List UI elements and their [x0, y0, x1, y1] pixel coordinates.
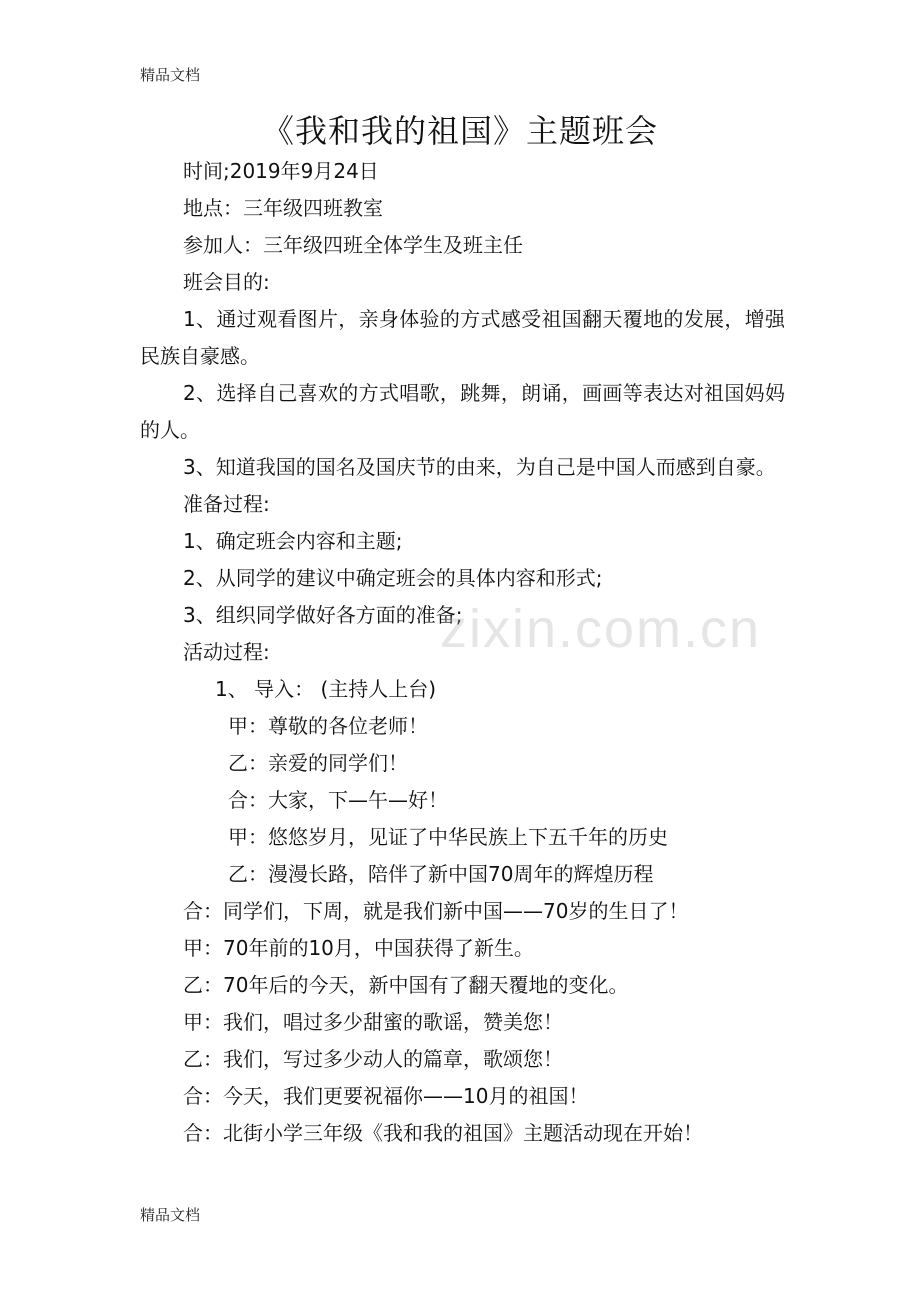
dialogue-line-4: 甲：悠悠岁月，见证了中华民族上下五千年的历史 — [228, 825, 668, 849]
dialogue-line-7: 甲：70年前的10月，中国获得了新生。 — [183, 936, 534, 960]
prep-item-3: 3、组织同学做好各方面的准备; — [183, 603, 463, 627]
activity-subheading: 1、 导入： (主持人上台) — [215, 677, 437, 701]
dialogue-line-5: 乙：漫漫长路，陪伴了新中国70周年的辉煌历程 — [228, 862, 654, 886]
header-mark: 精品文档 — [140, 66, 201, 84]
dialogue-line-12: 合：北街小学三年级《我和我的祖国》主题活动现在开始！ — [183, 1121, 703, 1145]
goal-item-2: 2、选择自己喜欢的方式唱歌，跳舞，朗诵，画画等表达对祖国妈妈的人。 — [140, 381, 785, 442]
dialogue-line-8: 乙：70年后的今天，新中国有了翻天覆地的变化。 — [183, 973, 629, 997]
participants-line: 参加人：三年级四班全体学生及班主任 — [183, 233, 523, 257]
activity-heading: 活动过程: — [183, 640, 270, 664]
time-line: 时间;2019年9月24日 — [183, 159, 379, 183]
dialogue-line-6: 合：同学们，下周，就是我们新中国——70岁的生日了！ — [183, 899, 689, 923]
watermark: zixin.com.cn — [440, 599, 762, 659]
place-line: 地点：三年级四班教室 — [183, 196, 383, 220]
dialogue-line-9: 甲：我们，唱过多少甜蜜的歌谣，赞美您！ — [183, 1010, 563, 1034]
footer-mark: 精品文档 — [140, 1206, 201, 1224]
goal-heading: 班会目的: — [183, 270, 270, 294]
prep-item-1: 1、确定班会内容和主题; — [183, 529, 403, 553]
dialogue-line-11: 合：今天，我们更要祝福你——10月的祖国！ — [183, 1084, 589, 1108]
dialogue-line-1: 甲：尊敬的各位老师！ — [228, 714, 428, 738]
goal-item-1: 1、通过观看图片，亲身体验的方式感受祖国翻天覆地的发展，增强民族自豪感。 — [140, 307, 785, 368]
document-body — [140, 153, 785, 1152]
goal-item-3: 3、知道我国的国名及国庆节的由来，为自己是中国人而感到自豪。 — [183, 455, 776, 479]
dialogue-line-2: 乙：亲爱的同学们！ — [228, 751, 408, 775]
prep-item-2: 2、从同学的建议中确定班会的具体内容和形式; — [183, 566, 603, 590]
prep-heading: 准备过程: — [183, 492, 270, 516]
page-title: 《我和我的祖国》主题班会 — [261, 112, 658, 150]
dialogue-line-10: 乙：我们，写过多少动人的篇章，歌颂您！ — [183, 1047, 563, 1071]
dialogue-line-3: 合：大家，下—午—好！ — [228, 788, 448, 812]
